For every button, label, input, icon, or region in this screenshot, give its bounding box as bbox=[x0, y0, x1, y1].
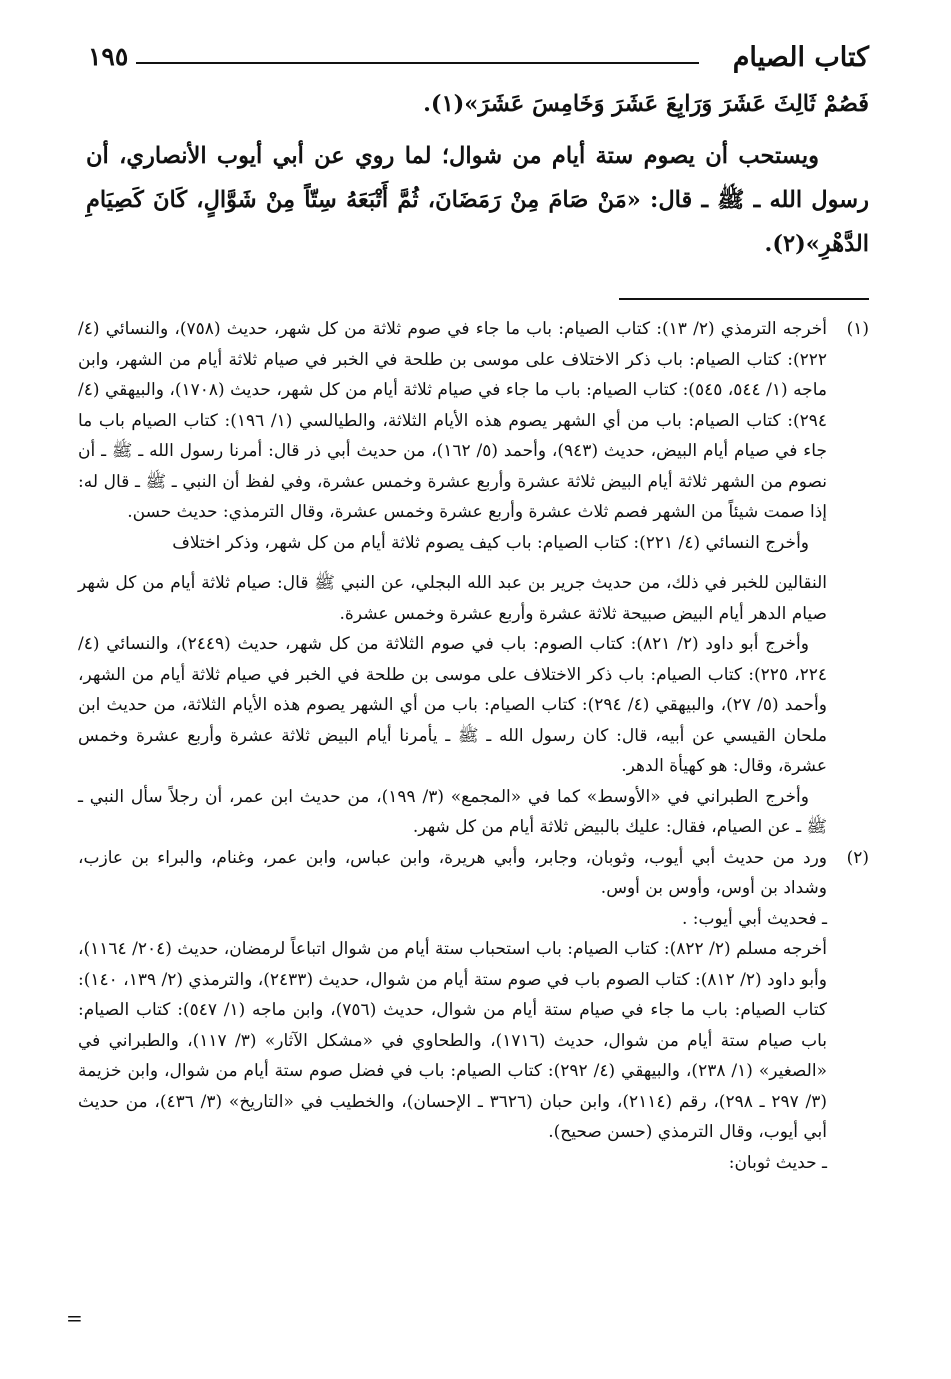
footnote-number: (٢) bbox=[846, 847, 869, 868]
chapter-title: كتاب الصيام bbox=[732, 42, 869, 73]
footnote-separator bbox=[619, 298, 869, 300]
main-text bbox=[86, 82, 869, 266]
footnote-paragraph: ـ حديث ثوبان: bbox=[728, 1152, 827, 1173]
footnote-paragraph: أخرجه مسلم (٢/ ٨٢٢): كتاب الصيام: باب استحباب ستة أيام من شوال اتباعاً لرمضان، حديث (٢٠٤/ ١١٦٤)، وأبو داود (٢/ ٨١٢): كتاب الصوم باب في صوم ستة أيام من شوال، حديث (٢٤٣٣)، والترمذي (٢/ ١٣٩، ١٤٠): كتاب الصيام: باب ما جاء في صيام ستة أيام من شوال، حديث (٧٥٦)، وابن ماجه (١/ ٥٤٧): كتاب الصيام: باب صيام ستة أيام من شوال، حديث (١٧١٦)، والطحاوي في «مشكل الآثار» (٣/ ١١٧)، والطبراني في «الصغير» (١/ ٢٣٨)، والبيهقي (٤/ ٢٩٢): كتاب الصيام: باب في فضل صوم ستة أيام من شوال، وابن خزيمة (٣/ ٢٩٧ ـ ٢٩٨)، رقم (٢١١٤)، وابن حبان (٣٦٢٦ ـ الإحسان)، والخطيب في «التاريخ» (٣/ ٤٣٦)، من حديث أبي أيوب، وقال الترمذي (حسن صحيح). bbox=[78, 939, 828, 1142]
footnote-2 bbox=[78, 843, 869, 1179]
footnote-paragraph: وأخرج الطبراني في «الأوسط» كما في «المجمع» (٣/ ١٩٩)، من حديث ابن عمر، أن رجلاً سأل النبي ـ ﷺ ـ عن الصيام، فقال: عليك بالبيض ثلاثة أيام من كل شهر. bbox=[78, 786, 827, 837]
page-header bbox=[88, 38, 869, 82]
footnote-number: (١) bbox=[846, 319, 869, 339]
footnote-paragraph: النقالين للخبر في ذلك، من حديث جرير بن عبد الله البجلي، عن النبي ﷺ قال: صيام ثلاثة أيام من كل شهر صيام الدهر أيام البيض صبيحة ثلاثة عشرة وأربع عشرة وخمس عشرة. bbox=[78, 573, 827, 624]
header-rule bbox=[136, 62, 699, 64]
footnote-paragraph: أخرجه الترمذي (٢/ ١٣): كتاب الصيام: باب ما جاء في صوم ثلاثة من كل شهر، حديث (٧٥٨)، والنسائي (٤/ ٢٢٢): كتاب الصيام: باب ذكر الاختلاف على موسى بن طلحة في الخبر في صيام ثلاثة أيام من الشهر، وابن ماجه (١/ ٥٤٤، ٥٤٥): كتاب الصيام: باب ما جاء في صيام ثلاثة أيام من كل شهر، حديث (١٧٠٨)، والبيهقي (٤/ ٢٩٤): كتاب الصيام: باب من أي الشهر يصوم هذه الأيام الثلاثة، والطيالسي (١/ ١٩٦): كتاب الصيام باب ما جاء في صيام أيام البيض، حديث (٩٤٣)، وأحمد (٥/ ١٦٢)، من حديث أبي ذر قال: أمرنا رسول الله ـ ﷺ ـ أن نصوم من الشهر ثلاثة أيام البيض ثلاثة عشرة وأربع عشرة وخمس عشرة، وفي لفظ أن النبي ـ ﷺ ـ قال له: إذا صمت شيئاً من الشهر فصم ثلاث عشرة وأربع عشرة وخمس عشرة، وقال الترمذي: حديث حسن. bbox=[78, 319, 827, 522]
page-number: ١٩٥ bbox=[88, 42, 129, 71]
footnote-paragraph: وأخرج أبو داود (٢/ ٨٢١): كتاب الصوم: باب في صوم الثلاثة من كل شهر، حديث (٢٤٤٩)، والنسائي (٤/ ٢٢٤، ٢٢٥): كتاب الصيام: باب ذكر الاختلاف على موسى بن طلحة في الخبر في صيام ثلاثة أيام من الشهر، وأحمد (٥/ ٢٧)، والبيهقي (٤/ ٢٩٤): كتاب الصيام: باب من أي الشهر يصوم هذه الأيام الثلاثة، من حديث ابن ملحان القيسي عن أبيه، قال: كان رسول الله ـ ﷺ ـ يأمرنا أيام البيض ثلاثة عشرة وأربع عشرة وخمس عشرة، وقال: هو كهيأة الدهر. bbox=[78, 634, 827, 776]
main-line-1: فَصُمْ ثَالِثَ عَشَرَ وَرَابِعَ عَشَرَ وَخَامِسَ عَشَرَ»(١). bbox=[423, 91, 869, 117]
footnotes bbox=[78, 314, 869, 1178]
footnote-paragraph: وأخرج النسائي (٤/ ٢٢١): كتاب الصيام: باب كيف يصوم ثلاثة أيام من كل شهر، وذكر اختلاف bbox=[172, 532, 809, 553]
footnote-paragraph: ـ فحديث أبي أيوب: . bbox=[681, 908, 827, 929]
main-paragraph-2: ويستحب أن يصوم ستة أيام من شوال؛ لما روي عن أبي أيوب الأنصاري، أن رسول الله ـ ﷺ ـ قال: «مَنْ صَامَ مِنْ رَمَضَانَ، ثُمَّ أَتْبَعَهُ سِتّاً مِنْ شَوَّالٍ، كَانَ كَصِيَامِ الدَّهْرِ»(٢). bbox=[86, 143, 869, 257]
footnote-paragraph: ورد من حديث أبي أيوب، وثوبان، وجابر، وأبي هريرة، وابن عباس، وابن عمر، وغنام، والبراء بن عازب، وشداد بن أوس، وأوس بن أوس. bbox=[78, 847, 827, 898]
margin-mark: = bbox=[66, 1306, 83, 1330]
footnote-1 bbox=[78, 314, 869, 843]
